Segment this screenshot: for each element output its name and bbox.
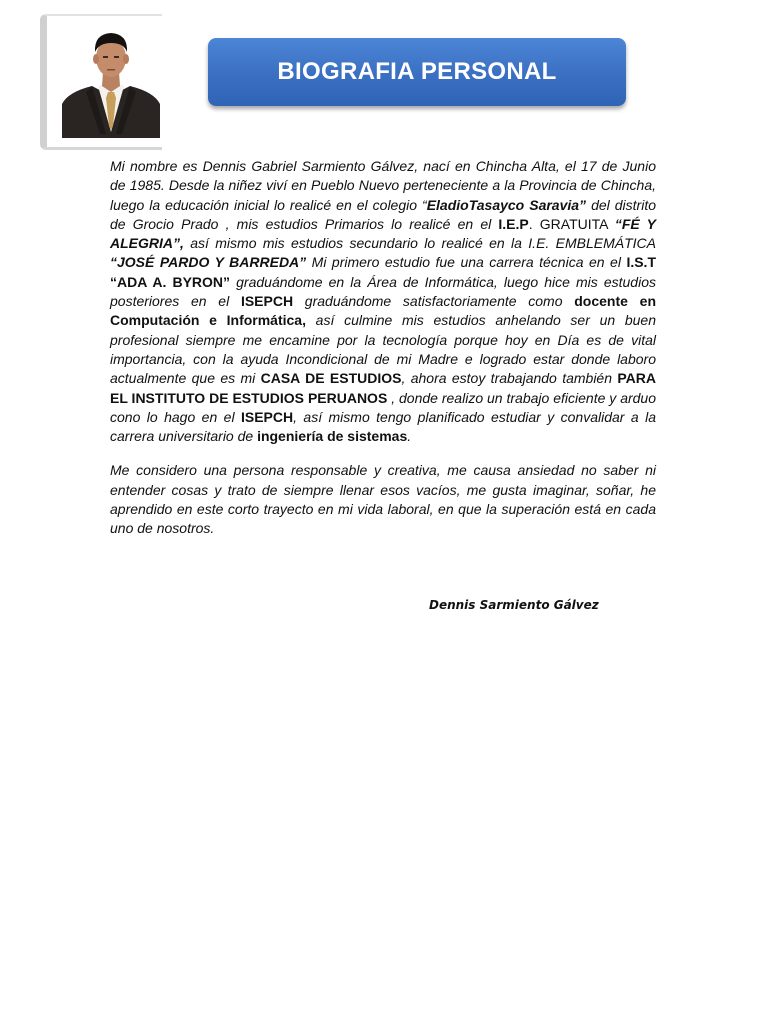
bio-paragraph-1: Mi nombre es Dennis Gabriel Sarmiento Gálvez, nací en Chincha Alta, el 17 de Junio de 1985. Desde la niñez viví en Pueblo Nuevo perteneciente a la Provincia de Chincha, luego la educación inicial lo realicé en el colegio “EladioTasayco Saravia” del distrito de Grocio Prado , mis estudios Primarios lo realicé en el I.E.P. GRATUITA “FÉ Y ALEGRIA”, así mismo mis estudios secundario lo realicé en la I.E. EMBLEMÁTICA “JOSÉ PARDO Y BARREDA” Mi primero estudio fue una carrera técnica en el I.S.T “ADA A. BYRON” graduándome en la Área de Informática, luego hice mis estudios posteriores en el ISEPCH graduándome satisfactoriamente como docente en Computación e Informática, así culmine mis estudios anhelando ser un buen profesional siempre me encamine por la tecnología porque hoy en Día es de vital importancia, con la ayuda Incondicional de mi Madre e logrado estar donde laboro actualmente que es mi CASA DE ESTUDIOS, ahora estoy trabajando también PARA EL INSTITUTO DE ESTUDIOS PERUANOS , donde realizo un trabajo eficiente y arduo cono lo hago en el ISEPCH, así mismo tengo planificado estudiar y convalidar a la carrera universitario de ingeniería de sistemas. xyxy=(110,158,657,445)
signature: Dennis Sarmiento Gálvez xyxy=(429,598,599,612)
bio-paragraph-2: Me considero una persona responsable y creativa, me causa ansiedad no saber ni entender cosas y trato de siempre llenar esos vacíos, me gusta imaginar, soñar, he aprendido en este corto trayecto en mi vida laboral, en que la superación está en cada uno de nosotros. xyxy=(110,462,656,537)
biography-text xyxy=(110,157,656,539)
title-banner xyxy=(208,38,626,106)
page-title: BIOGRAFIA PERSONAL xyxy=(277,58,557,85)
profile-photo xyxy=(62,22,160,138)
